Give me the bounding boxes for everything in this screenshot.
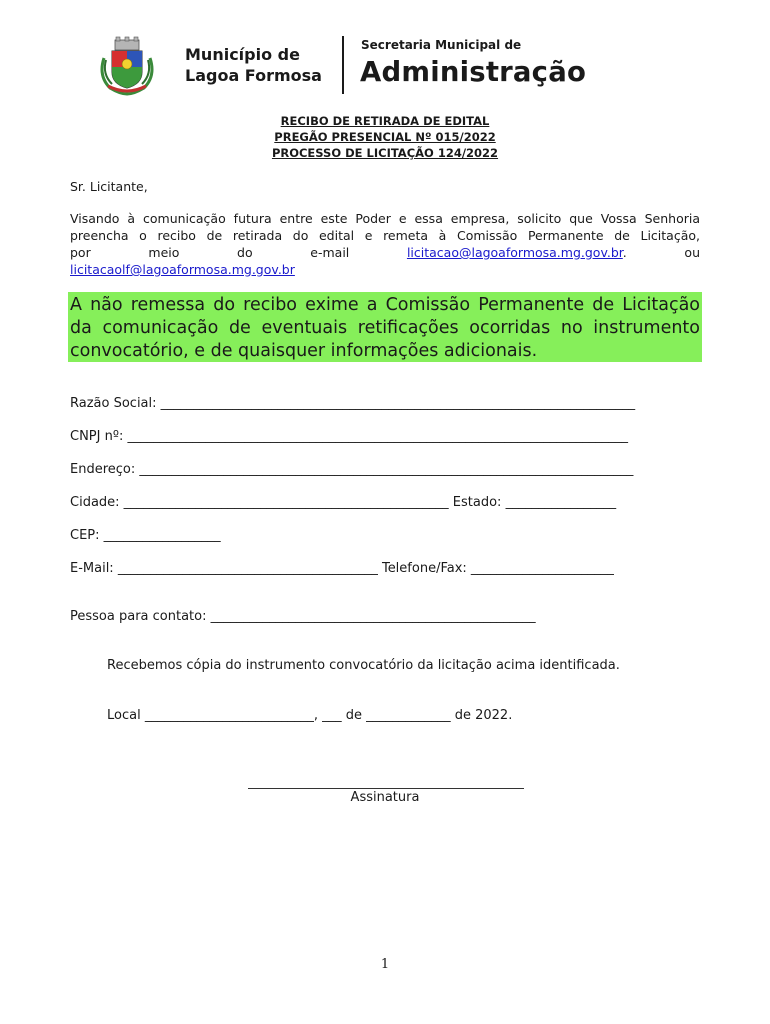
secretaria-label: Secretaria Municipal de (361, 38, 522, 52)
word-ou: ou (684, 245, 700, 260)
signature-label: Assinatura (350, 790, 420, 805)
municipality-line-1: Município de (185, 45, 300, 64)
title-pregao: PREGÃO PRESENCIAL Nº 015/2022 (274, 130, 496, 144)
page-number: 1 (380, 957, 390, 972)
endereco-field[interactable]: Endereço: ____________________________________________________________________________ (70, 462, 634, 477)
receipt-statement: Recebemos cópia do instrumento convocatório da licitação acima identificada. (107, 658, 620, 673)
word-do: do (237, 245, 253, 260)
cep-field[interactable]: CEP: __________________ (70, 528, 221, 543)
email-telefone-field[interactable]: E-Mail: ________________________________________ Telefone/Fax: ______________________ (70, 561, 614, 576)
word-meio: meio (148, 245, 180, 260)
municipality-name (185, 44, 322, 86)
paragraph-line-3 (70, 244, 700, 261)
signature-line (248, 788, 524, 789)
department-name: Administração (360, 56, 587, 88)
email-link-licitacaolf[interactable]: licitacaolf@lagoaformosa.mg.gov.br (70, 262, 295, 277)
notice-line-2: da comunicação de eventuais retificações ocorridas no instrumento (70, 318, 700, 338)
paragraph-line-1: Visando à comunicação futura entre este Poder e essa empresa, solicito que Vossa Senhoria (70, 211, 700, 226)
period: . (622, 245, 627, 260)
letterhead (96, 36, 696, 98)
highlight-notice (70, 294, 700, 363)
notice-line-1: A não remessa do recibo exime a Comissão Permanente de Licitação (70, 295, 700, 315)
document-titles (0, 113, 770, 161)
word-email: e-mail (310, 245, 350, 260)
email-link-licitacao[interactable]: licitacao@lagoaformosa.mg.gov.br (406, 245, 623, 260)
paragraph-line-2: preencha o recibo de retirada do edital e remeta à Comissão Permanente de Licitação, (70, 228, 700, 243)
cnpj-field[interactable]: CNPJ nº: _____________________________________________________________________________ (70, 429, 628, 444)
pessoa-contato-field[interactable]: Pessoa para contato: __________________________________________________ (70, 609, 536, 624)
word-por: por (70, 245, 91, 260)
header-divider (342, 36, 344, 94)
cidade-estado-field[interactable]: Cidade: __________________________________________________ Estado: _________________ (70, 495, 617, 510)
municipal-coat-of-arms-icon (96, 36, 158, 96)
title-processo: PROCESSO DE LICITAÇÃO 124/2022 (271, 146, 499, 160)
intro-paragraph (70, 210, 700, 278)
salutation: Sr. Licitante, (70, 179, 148, 194)
title-recibo: RECIBO DE RETIRADA DE EDITAL (280, 114, 490, 128)
razao-social-field[interactable]: Razão Social: _________________________________________________________________________ (70, 396, 636, 411)
municipality-line-2: Lagoa Formosa (185, 66, 322, 85)
notice-line-3: convocatório, e de quaisquer informações adicionais. (70, 341, 538, 361)
local-date-field[interactable]: Local __________________________, ___ de _____________ de 2022. (107, 708, 513, 723)
